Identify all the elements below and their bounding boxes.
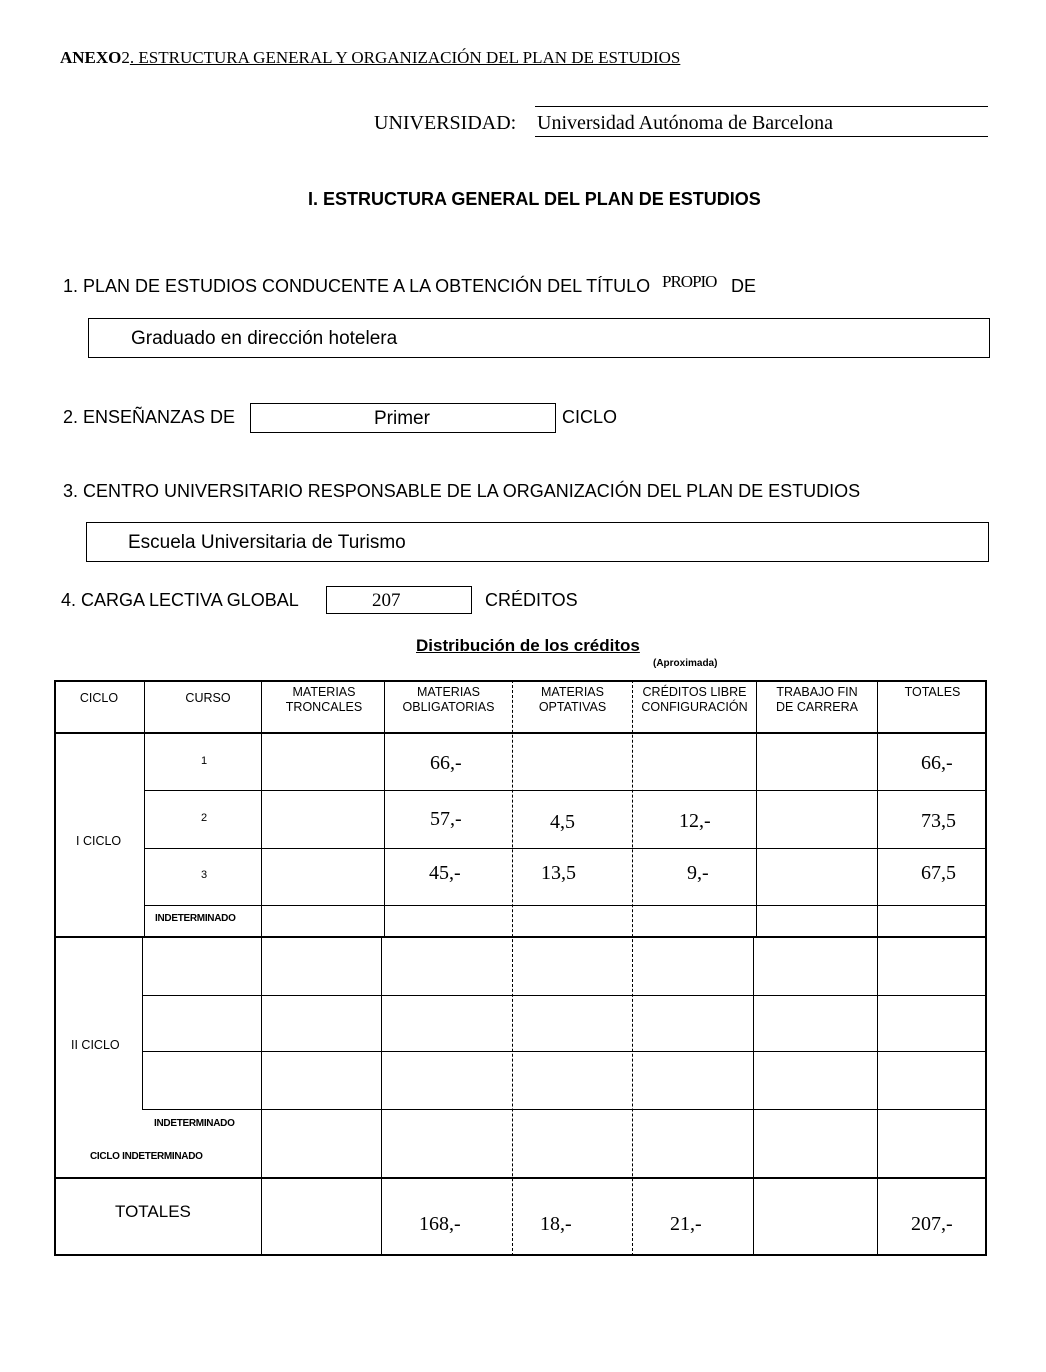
row2-totales: 73,5: [921, 810, 956, 832]
section-title: I. ESTRUCTURA GENERAL DEL PLAN DE ESTUDIOS: [308, 189, 761, 209]
item2-label: 2. ENSEÑANZAS DE: [63, 407, 236, 427]
cycle2-indeterminado: INDETERMINADO: [154, 1118, 235, 1129]
c2-row2-line: [142, 1051, 987, 1052]
col-obligatorias-divider: [512, 680, 513, 1256]
col-ciclo-divider-2: [142, 936, 143, 1110]
cycle1-indeterminado: INDETERMINADO: [155, 913, 236, 924]
university-bottom-line: [535, 136, 988, 137]
item4-value: 207: [372, 590, 401, 611]
col-trabajo-divider: [877, 680, 878, 1256]
credits-table: [54, 680, 987, 1256]
item1-title-field: [88, 318, 990, 358]
c2-row1-line: [142, 995, 987, 996]
row3-line: [144, 905, 987, 906]
university-label: UNIVERSIDAD:: [374, 112, 517, 134]
cycle2-label: II CICLO: [71, 1038, 120, 1052]
item4-label: 4. CARGA LECTIVA GLOBAL: [61, 590, 299, 610]
totals-optativas: 18,-: [540, 1213, 572, 1235]
item1-value: Graduado en dirección hotelera: [131, 328, 398, 349]
col-troncales-divider-2: [381, 936, 382, 1256]
university-top-line: [535, 106, 988, 107]
row2-libre: 12,-: [679, 810, 711, 832]
header-trabajo: TRABAJO FIN DE CARRERA: [776, 685, 858, 714]
item4-field: [326, 586, 472, 614]
item3-label: 3. CENTRO UNIVERSITARIO RESPONSABLE DE LA ORGANIZACIÓN DEL PLAN DE ESTUDIOS: [63, 481, 861, 501]
col-libre-divider-2: [753, 936, 754, 1256]
c2-row3-line: [142, 1109, 987, 1110]
table-header-line: [54, 732, 987, 734]
header-ciclo: CICLO: [79, 691, 119, 705]
row1-obligatorias: 66,-: [430, 752, 462, 774]
item4-suffix: CRÉDITOS: [485, 590, 578, 610]
row2-optativas: 4,5: [550, 811, 575, 833]
ciclo-indeterminado: CICLO INDETERMINADO: [90, 1151, 203, 1162]
col-curso-divider: [261, 680, 262, 1256]
row2-line: [144, 848, 987, 849]
distribution-subtitle: (Aproximada): [653, 658, 718, 669]
annex-title: . ESTRUCTURA GENERAL Y ORGANIZACIÓN DEL PLAN DE ESTUDIOS: [129, 48, 681, 67]
header-optativas: MATERIAS OPTATIVAS: [538, 685, 607, 714]
totals-obligatorias: 168,-: [419, 1213, 461, 1235]
distribution-title: Distribución de los créditos: [416, 636, 640, 655]
item3-value: Escuela Universitaria de Turismo: [128, 532, 406, 553]
row2-curso: 2: [201, 812, 208, 824]
cycle1-end-line: [54, 936, 987, 938]
annex-number: 2: [121, 48, 130, 67]
header-troncales: MATERIAS TRONCALES: [285, 685, 363, 714]
totals-line: [54, 1177, 987, 1179]
header-curso: CURSO: [185, 691, 231, 705]
col-troncales-divider: [384, 680, 385, 936]
row1-totales: 66,-: [921, 752, 953, 774]
totals-label: TOTALES: [115, 1202, 191, 1221]
header-totales: TOTALES: [904, 685, 961, 699]
col-optativas-divider: [632, 680, 633, 1256]
totals-libre: 21,-: [670, 1213, 702, 1235]
annex-header: [60, 48, 680, 68]
row3-totales: 67,5: [921, 862, 956, 884]
item1-label: 1. PLAN DE ESTUDIOS CONDUCENTE A LA OBTENCIÓN DEL TÍTULO: [63, 276, 651, 296]
row3-obligatorias: 45,-: [429, 862, 461, 884]
header-obligatorias: MATERIAS OBLIGATORIAS: [402, 685, 495, 714]
row2-obligatorias: 57,-: [430, 808, 462, 830]
cycle1-label: I CICLO: [76, 834, 122, 848]
item2-suffix: CICLO: [562, 407, 618, 427]
col-libre-divider: [756, 680, 757, 936]
row1-line: [144, 790, 987, 791]
totals-totales: 207,-: [911, 1213, 953, 1235]
university-value: Universidad Autónoma de Barcelona: [537, 112, 834, 134]
item1-handwritten: PROPIO: [662, 272, 717, 291]
annex-label: ANEXO: [60, 48, 122, 67]
row3-curso: 3: [201, 869, 208, 881]
item1-suffix: DE: [731, 276, 757, 296]
row3-optativas: 13,5: [541, 862, 576, 884]
row3-libre: 9,-: [687, 862, 709, 884]
row1-curso: 1: [201, 755, 208, 767]
col-ciclo-divider: [144, 680, 145, 936]
header-libre: CRÉDITOS LIBRE CONFIGURACIÓN: [641, 685, 748, 714]
item2-value: Primer: [374, 408, 430, 429]
item3-field: [86, 522, 989, 562]
item2-field: [250, 403, 556, 433]
